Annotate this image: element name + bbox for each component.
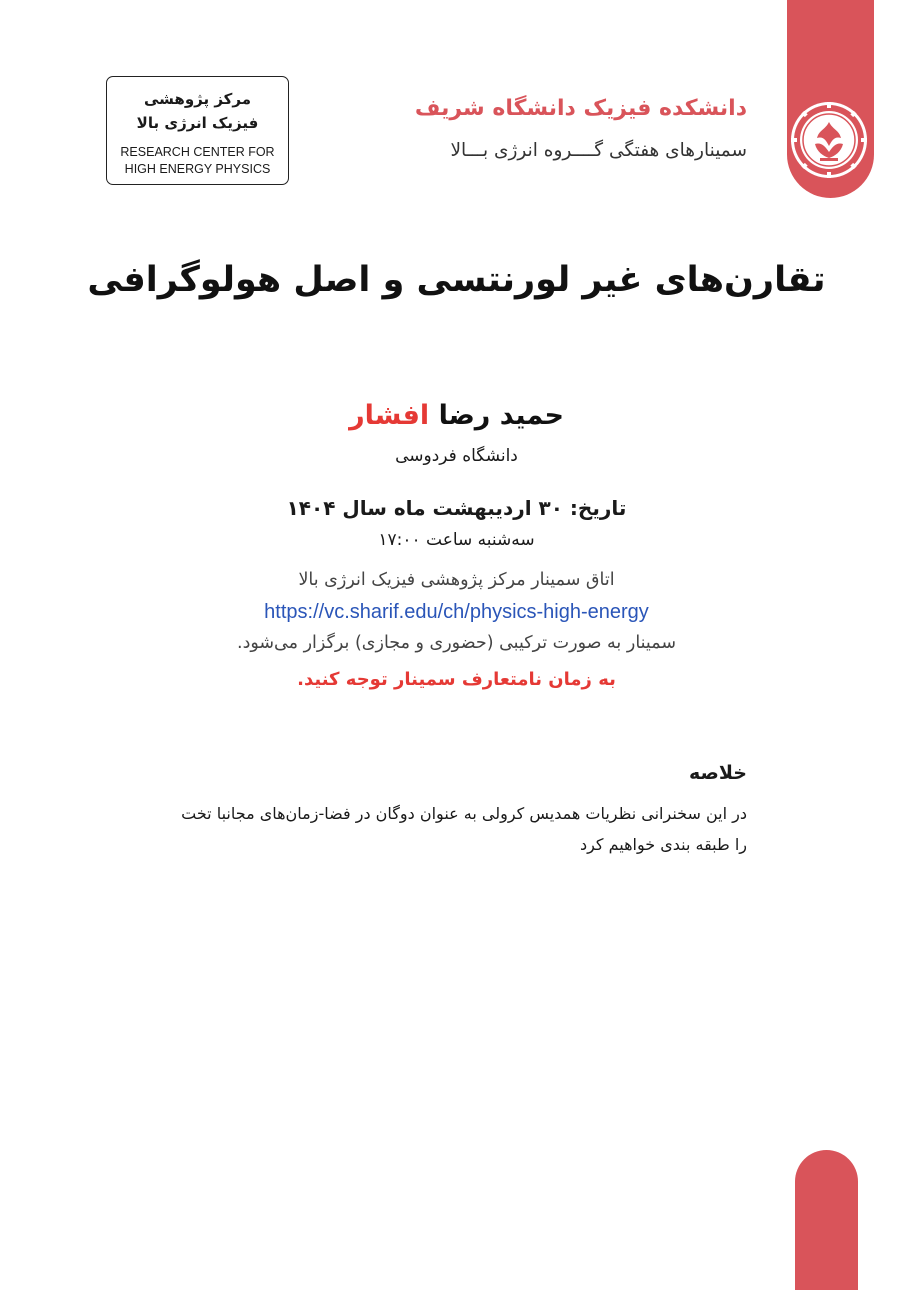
speaker-last-name: افشار	[349, 400, 430, 431]
center-name-fa-line1: مرکز پژوهشی	[143, 90, 252, 108]
speaker-first-name: حمید رضا	[438, 400, 564, 431]
center-name-fa-line2: فیزیک انرژی بالا	[136, 114, 259, 132]
event-format: سمینار به صورت ترکیبی (حضوری و مجازی) برگزار می‌شود.	[237, 633, 676, 653]
abstract-heading: خلاصه	[688, 762, 747, 784]
bottom-decorative-bar	[795, 1150, 858, 1290]
seminar-series-subtitle: سمینارهای هفتگی گــــروه انرژی بـــالا	[450, 140, 747, 161]
department-name: دانشکده فیزیک دانشگاه شریف	[414, 96, 747, 121]
speaker-name	[0, 400, 913, 431]
time-notice: به زمان نامتعارف سمینار توجه کنید.	[297, 669, 616, 690]
event-room: اتاق سمینار مرکز پژوهشی فیزیک انرژی بالا	[298, 570, 615, 590]
research-center-logo	[106, 76, 289, 185]
speaker-affiliation: دانشگاه فردوسی	[395, 446, 518, 466]
event-time: سه‌شنبه ساعت ۱۷:۰۰	[378, 530, 535, 550]
online-meeting-link[interactable]: https://vc.sharif.edu/ch/physics-high-energy	[264, 601, 649, 623]
abstract-text: در این سخنرانی نظریات همدیس کرولی به عنوان دوگان در فضا-زمان‌های مجانبا تخت را طبقه بندی خواهیم کرد	[181, 804, 747, 854]
talk-title: تقارن‌های غیر لورنتسی و اصل هولوگرافی	[87, 260, 826, 300]
sharif-university-emblem-icon	[789, 100, 869, 180]
center-name-en-line2: HIGH ENERGY PHYSICS	[124, 162, 271, 176]
event-date: تاریخ: ۳۰ اردیبهشت ماه سال ۱۴۰۴	[286, 496, 627, 520]
center-name-en-line1: RESEARCH CENTER FOR	[120, 145, 275, 159]
